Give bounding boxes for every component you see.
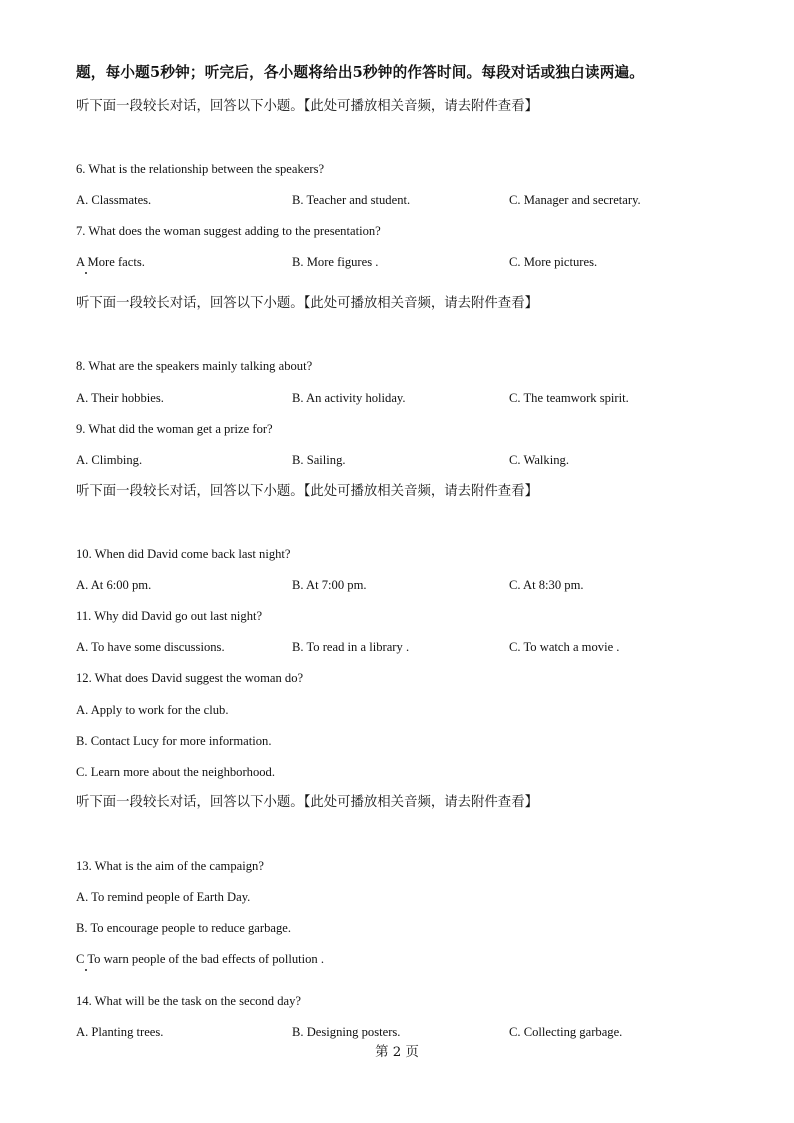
option-c: C. Manager and secretary. [509,193,641,207]
option-c: C. More pictures. [509,255,598,269]
option-b: B. Teacher and student. [292,193,411,207]
option-a: A More facts. [76,255,145,269]
option-b: B. Sailing. [292,453,346,467]
page-number: 第 2 页 [375,1045,419,1060]
option-c: C. At 8:30 pm. [509,578,584,592]
option-b: B. At 7:00 pm. [292,578,367,592]
option-a: A. To remind people of Earth Day. [76,890,251,904]
option-b: B. To read in a library . [292,640,410,654]
question-11: 11. Why did David go out last night? [76,609,263,623]
option-a: A. Climbing. [76,453,143,467]
audio-note: 听下面一段较长对话，回答以下小题。【此处可播放相关音频，请去附件查看】 [76,484,538,499]
option-b: B. More figures . [292,255,379,269]
option-b: B. Designing posters. [292,1025,401,1039]
question-14: 14. What will be the task on the second day? [76,994,301,1008]
option-c: C. Collecting garbage. [509,1025,623,1039]
option-c: C. The teamwork spirit. [509,391,629,405]
option-b: B. To encourage people to reduce garbage. [76,921,291,935]
option-b: B. Contact Lucy for more information. [76,734,272,748]
section-instructions: 题，每小题5秒钟；听完后，各小题将给出5秒钟的作答时间。每段对话或独白读两遍。 [76,64,645,81]
option-c: C. Walking. [509,453,569,467]
option-c: C. To watch a movie . [509,640,620,654]
option-a: A. Their hobbies. [76,391,164,405]
option-a: A. Classmates. [76,193,152,207]
option-a: A. Apply to work for the club. [76,703,229,717]
question-13: 13. What is the aim of the campaign? [76,859,264,873]
question-6: 6. What is the relationship between the speakers? [76,162,325,176]
audio-note: 听下面一段较长对话，回答以下小题。【此处可播放相关音频，请去附件查看】 [76,296,538,311]
question-10: 10. When did David come back last night? [76,547,291,561]
question-12: 12. What does David suggest the woman do? [76,671,304,685]
question-9: 9. What did the woman get a prize for? [76,422,273,436]
option-a: A. To have some discussions. [76,640,225,654]
option-a: A. Planting trees. [76,1025,164,1039]
option-a: A. At 6:00 pm. [76,578,152,592]
option-b: B. An activity holiday. [292,391,406,405]
stray-mark [85,969,87,971]
question-7: 7. What does the woman suggest adding to the presentation? [76,224,381,238]
stray-mark [85,272,87,274]
question-8: 8. What are the speakers mainly talking about? [76,359,313,373]
option-c: C. Learn more about the neighborhood. [76,765,275,779]
audio-note: 听下面一段较长对话，回答以下小题。【此处可播放相关音频，请去附件查看】 [76,99,538,114]
option-c: C To warn people of the bad effects of pollution . [76,952,325,966]
audio-note: 听下面一段较长对话，回答以下小题。【此处可播放相关音频，请去附件查看】 [76,795,538,810]
